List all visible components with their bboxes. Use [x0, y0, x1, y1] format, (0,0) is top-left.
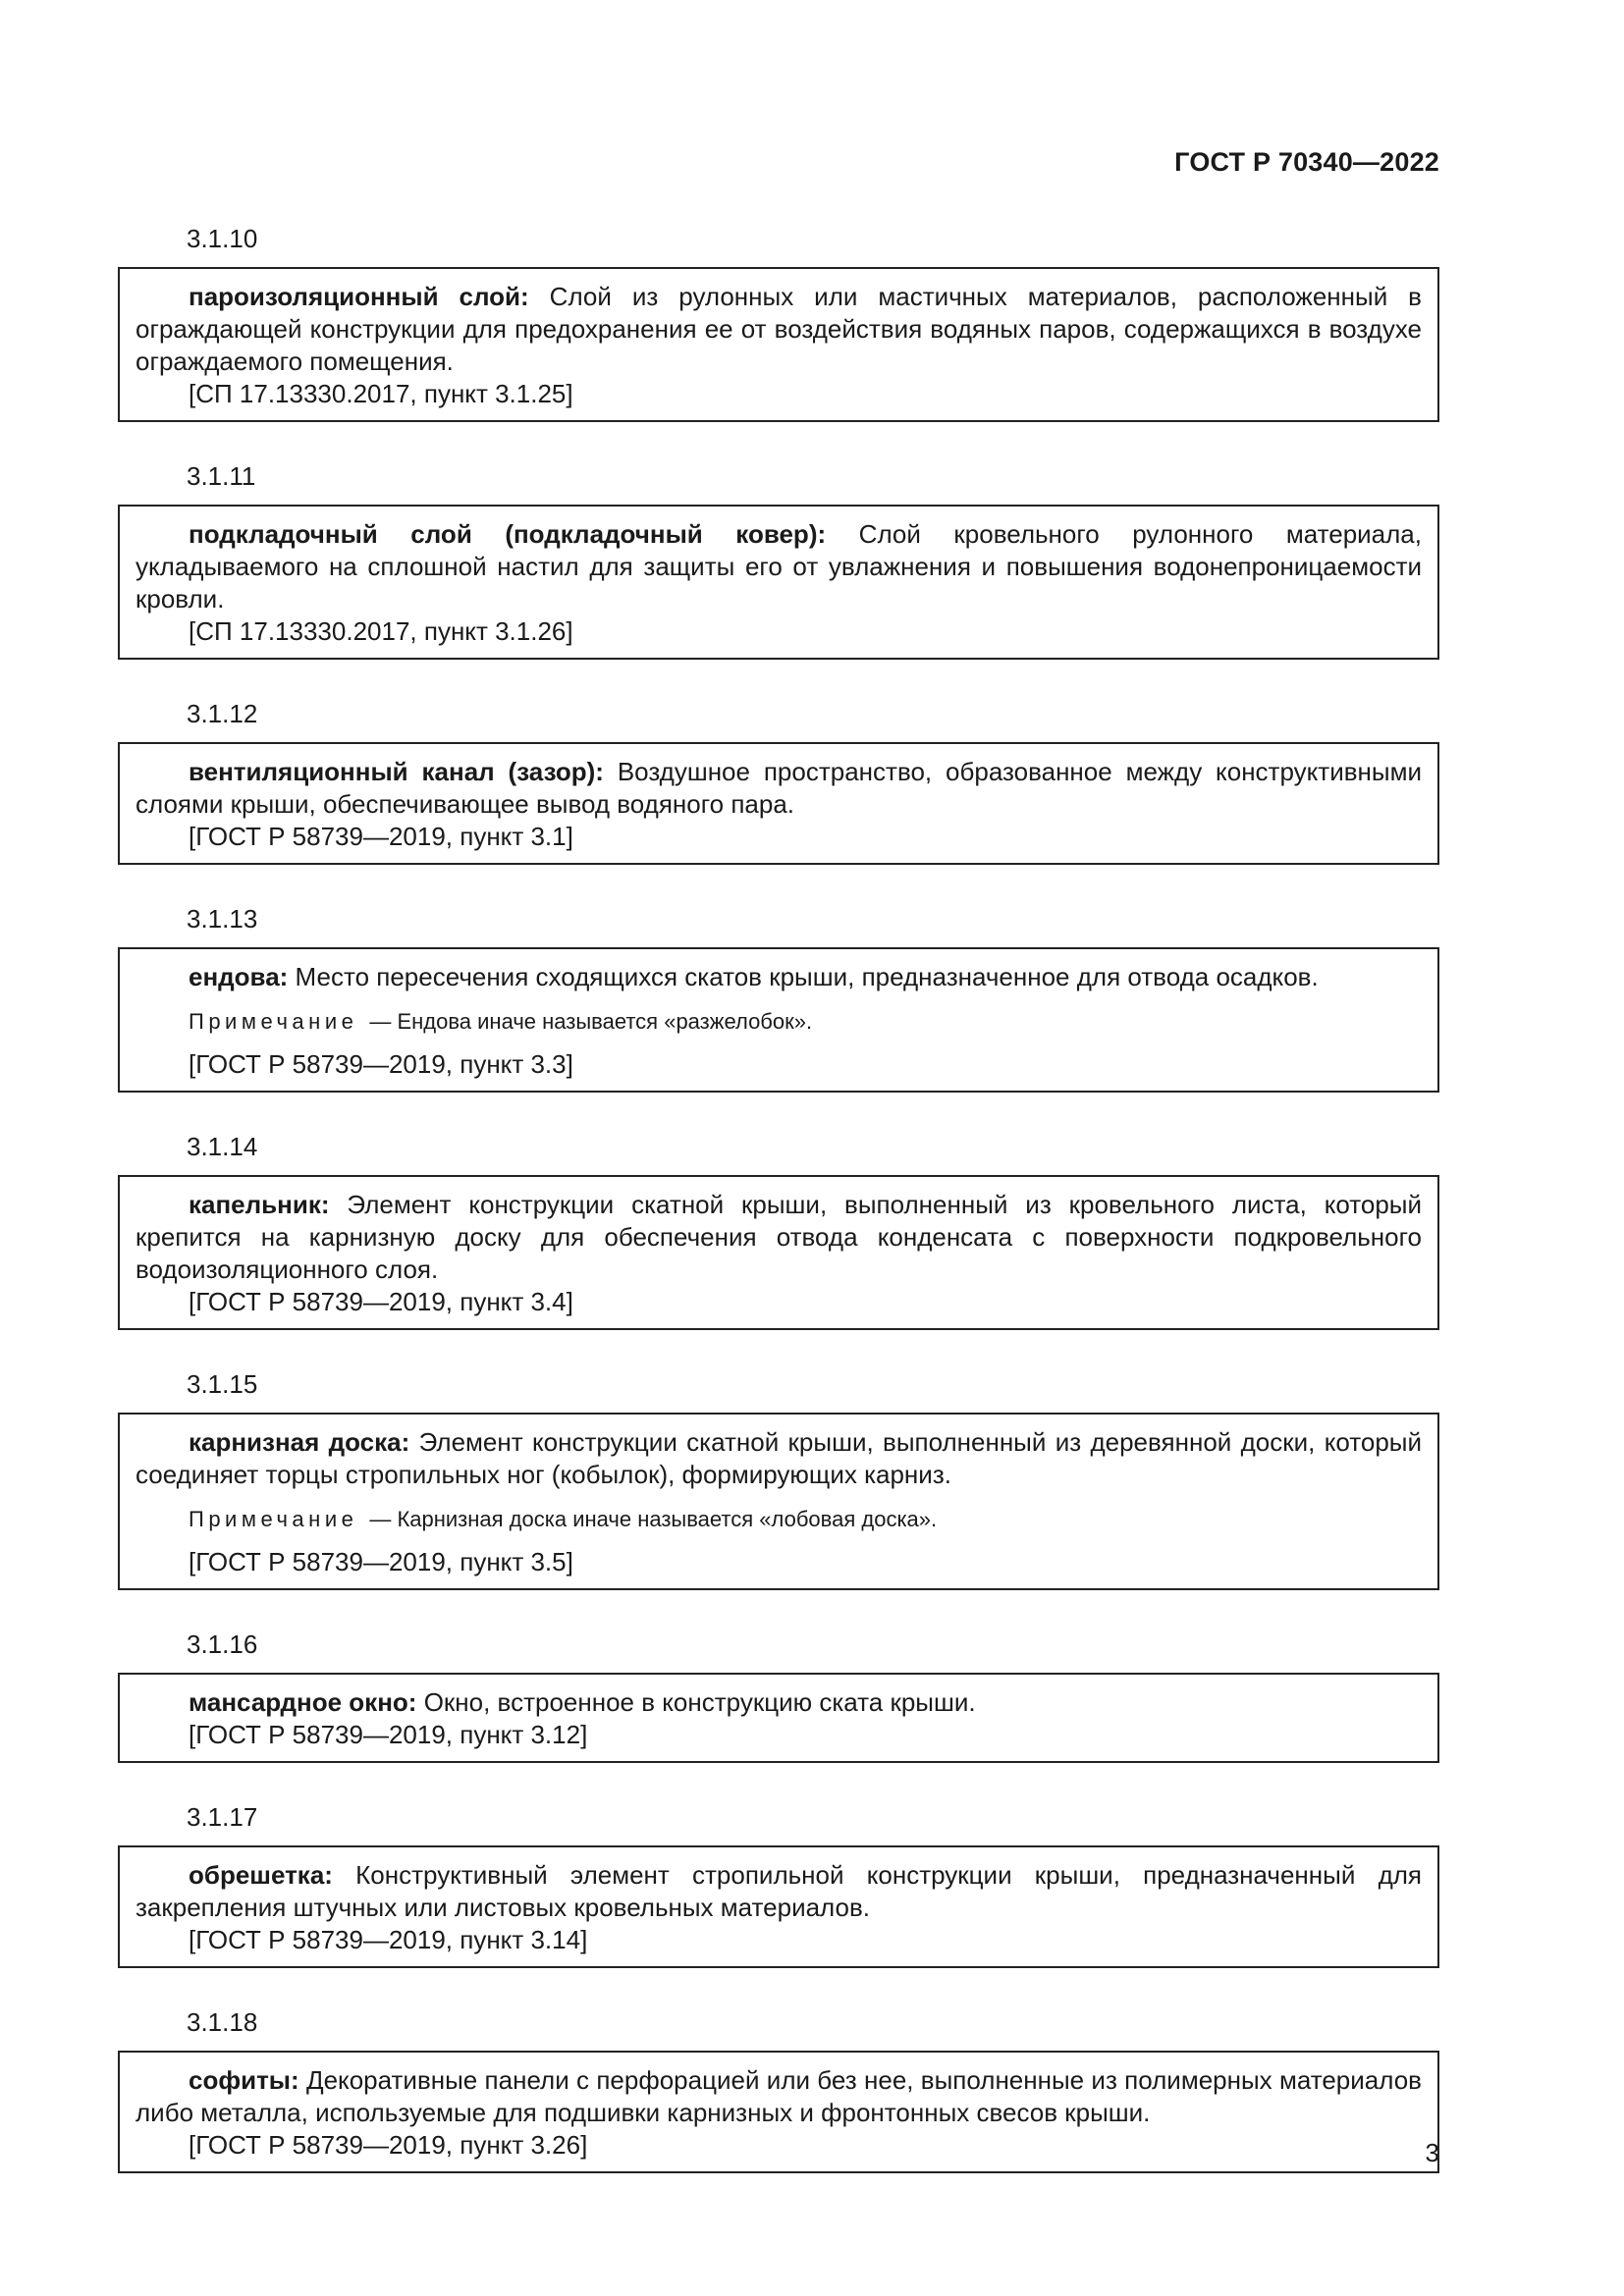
entry-number: 3.1.10 — [187, 224, 258, 253]
entry-number: 3.1.15 — [187, 1369, 258, 1399]
term-source: [ГОСТ Р 58739—2019, пункт 3.14] — [189, 1925, 588, 1954]
term-name: софиты: — [189, 2065, 299, 2095]
definition-text: Конструктивный элемент стропильной конструкции крыши, предназначенный для закрепления штучных или листовых кровельных материалов. — [135, 1860, 1422, 1922]
term-entry — [118, 1629, 1439, 1763]
term-definition-box — [118, 1413, 1439, 1590]
term-source: [ГОСТ Р 58739—2019, пункт 3.4] — [189, 1287, 573, 1316]
note-label: Примечание — [189, 1507, 358, 1531]
term-source: [ГОСТ Р 58739—2019, пункт 3.26] — [189, 2130, 588, 2160]
term-definition-box — [118, 1673, 1439, 1763]
note-text: — Ендова иначе называется «разжелобок». — [369, 1009, 813, 1034]
definition-text: Воздушное пространство, образованное между конструктивными слоями крыши, обеспечивающее вывод водяного пара. — [135, 757, 1422, 819]
term-definition — [135, 281, 1422, 378]
term-definition-box — [118, 267, 1439, 422]
entry-number: 3.1.18 — [187, 2007, 258, 2037]
term-entry — [118, 1802, 1439, 1968]
entry-number: 3.1.13 — [187, 904, 258, 934]
term-definition-box — [118, 1175, 1439, 1330]
term-source: [СП 17.13330.2017, пункт 3.1.25] — [189, 379, 573, 408]
term-note — [135, 1007, 1422, 1037]
term-definition — [135, 1859, 1422, 1924]
definition-text: Слой кровельного рулонного материала, укладываемого на сплошной настил для защиты его от увлажнения и повышения водонепроницаемости кровли. — [135, 519, 1422, 614]
term-definition — [135, 1686, 1422, 1719]
term-name: мансардное окно: — [189, 1687, 417, 1717]
term-definition-box — [118, 505, 1439, 660]
term-definition — [135, 961, 1422, 993]
term-entry — [118, 1369, 1439, 1590]
term-source: [ГОСТ Р 58739—2019, пункт 3.12] — [189, 1720, 588, 1749]
entry-number: 3.1.16 — [187, 1629, 258, 1659]
note-text: — Карнизная доска иначе называется «лобовая доска». — [369, 1507, 938, 1531]
entry-number: 3.1.17 — [187, 1802, 258, 1832]
term-name: ендова: — [189, 962, 289, 991]
definition-text: Элемент конструкции скатной крыши, выполненный из деревянной доски, который соединяет торцы стропильных ног (кобылок), формирующих карниз. — [135, 1427, 1423, 1489]
term-definition — [135, 518, 1422, 615]
term-source: [ГОСТ Р 58739—2019, пункт 3.1] — [189, 822, 573, 851]
term-entry — [118, 461, 1439, 660]
term-source: [ГОСТ Р 58739—2019, пункт 3.3] — [189, 1049, 573, 1079]
term-name: вентиляционный канал (зазор): — [189, 757, 604, 786]
term-name: подкладочный слой (подкладочный ковер): — [189, 519, 827, 549]
term-definition-box — [118, 2051, 1439, 2173]
page-number: 3 — [1425, 2138, 1439, 2167]
term-entry — [118, 2007, 1439, 2173]
definition-text: Место пересечения сходящихся скатов крыши, предназначенное для отвода осадков. — [295, 962, 1319, 991]
term-name: капельник: — [189, 1190, 330, 1219]
entry-number: 3.1.14 — [187, 1132, 258, 1161]
note-label: Примечание — [189, 1009, 358, 1034]
term-definition-box — [118, 1845, 1439, 1968]
term-note — [135, 1505, 1422, 1534]
entry-number: 3.1.12 — [187, 699, 258, 728]
term-entry — [118, 699, 1439, 865]
term-definition — [135, 1189, 1422, 1286]
terms-list — [118, 224, 1439, 2213]
definition-text: Окно, встроенное в конструкцию ската крыши. — [423, 1687, 976, 1717]
term-definition — [135, 2064, 1422, 2129]
term-name: пароизоляционный слой: — [189, 282, 529, 311]
term-name: обрешетка: — [189, 1860, 333, 1890]
term-entry — [118, 224, 1439, 422]
term-definition-box — [118, 742, 1439, 865]
definition-text: Элемент конструкции скатной крыши, выполненный из кровельного листа, который крепится на карнизную доску для обеспечения отвода конденсата с поверхности подкровельного водоизоляционного слоя. — [135, 1190, 1422, 1284]
definition-text: Слой из рулонных или мастичных материалов, расположенный в ограждающей конструкции для предохранения ее от воздействия водяных паров, содержащихся в воздухе ограждаемого помещения. — [135, 282, 1422, 376]
term-name: карнизная доска: — [189, 1427, 410, 1457]
term-source: [ГОСТ Р 58739—2019, пункт 3.5] — [189, 1547, 573, 1576]
definition-text: Декоративные панели с перфорацией или без нее, выполненные из полимерных материалов либо металла, используемые для подшивки карнизных и фронтонных свесов крыши. — [135, 2065, 1422, 2127]
document-header-standard-id: ГОСТ Р 70340—2022 — [1174, 147, 1439, 177]
term-definition-box — [118, 947, 1439, 1093]
term-entry — [118, 1132, 1439, 1330]
term-entry — [118, 904, 1439, 1093]
entry-number: 3.1.11 — [187, 461, 256, 491]
term-definition — [135, 756, 1422, 821]
term-source: [СП 17.13330.2017, пункт 3.1.26] — [189, 616, 573, 646]
term-definition — [135, 1426, 1422, 1491]
